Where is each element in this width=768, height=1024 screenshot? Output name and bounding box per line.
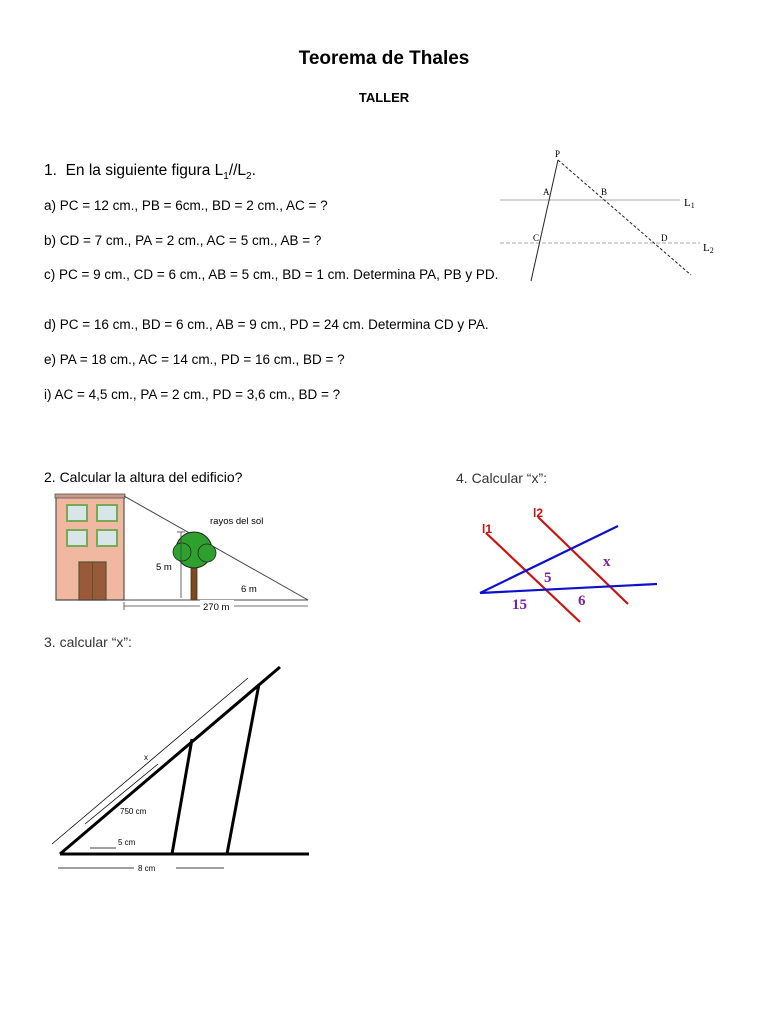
tree-crown-right [198,544,216,562]
tree-crown-left [173,543,191,561]
label-p: P [555,149,561,159]
window [97,505,117,521]
exercise-item-c: c) PC = 9 cm., CD = 6 cm., AB = 5 cm., BD = 1 cm. Determina PA, PB y PD. [44,267,499,282]
exercise-item-i: i) AC = 4,5 cm., PA = 2 cm., PD = 3,6 cm., BD = ? [44,387,341,402]
question-number: 1. [44,162,57,179]
transversal-pd [558,160,691,275]
label-750cm: 750 cm [120,807,147,816]
window [67,505,87,521]
label-x: x [144,753,148,762]
sun-ray-line [124,496,308,600]
label-8cm: 8 cm [138,864,156,873]
question-1-end: . [251,162,256,179]
exercise-item-a: a) PC = 12 cm., PB = 6cm., BD = 2 cm., AC = ? [44,198,328,213]
page-subtitle: TALLER [358,90,410,105]
question-4-label: 4. Calcular “x”: [456,470,548,486]
value-x: x [603,554,611,570]
window [67,530,87,546]
exercise-item-b: b) CD = 7 cm., PA = 2 cm., AC = 5 cm., AB = ? [44,233,322,248]
value-5: 5 [544,570,552,586]
label-l2: L2 [703,242,714,255]
value-6: 6 [578,593,586,609]
line-l1-red [486,533,580,622]
exercise-item-e: e) PA = 18 cm., AC = 14 cm., PD = 16 cm., BD = ? [44,352,345,367]
label-5cm: 5 cm [118,838,136,847]
building-roof [55,494,125,498]
question-1-prompt: En la siguiente figura L [65,162,224,179]
page-title: Teorema de Thales [298,48,470,69]
window [97,530,117,546]
question-1-parallel: //L [228,162,247,179]
label-l2: l2 [533,506,544,520]
line-lower-blue [480,584,657,593]
question-2-label: 2. Calcular la altura del edificio? [44,469,243,485]
distance-label: 270 m [203,602,230,613]
shadow-label: 6 m [241,584,257,595]
line-l2-red [538,517,628,604]
label-l1: l1 [482,522,493,536]
label-b: B [601,187,608,197]
measure-line-long [52,678,248,844]
slanted-side [60,667,280,854]
tree-height-label: 5 m [156,562,172,573]
label-c: C [533,233,540,243]
question-1-heading [44,162,256,182]
value-15: 15 [512,597,527,613]
triangle-figure [50,660,315,880]
rays-label: rayos del sol [210,516,264,527]
exercise-item-d: d) PC = 16 cm., BD = 6 cm., AB = 9 cm., PD = 24 cm. Determina CD y PA. [44,317,489,332]
intersecting-lines-figure [470,505,665,625]
thales-figure-1 [495,145,725,285]
subscript-1: 1 [223,171,229,183]
label-a: A [543,187,550,197]
subscript-2: 2 [246,171,252,183]
question-3-label: 3. calcular “x”: [44,634,132,650]
label-d: D [661,233,668,243]
building-figure [50,492,312,618]
transversal-pc [531,160,558,281]
label-l1: L1 [684,197,695,210]
